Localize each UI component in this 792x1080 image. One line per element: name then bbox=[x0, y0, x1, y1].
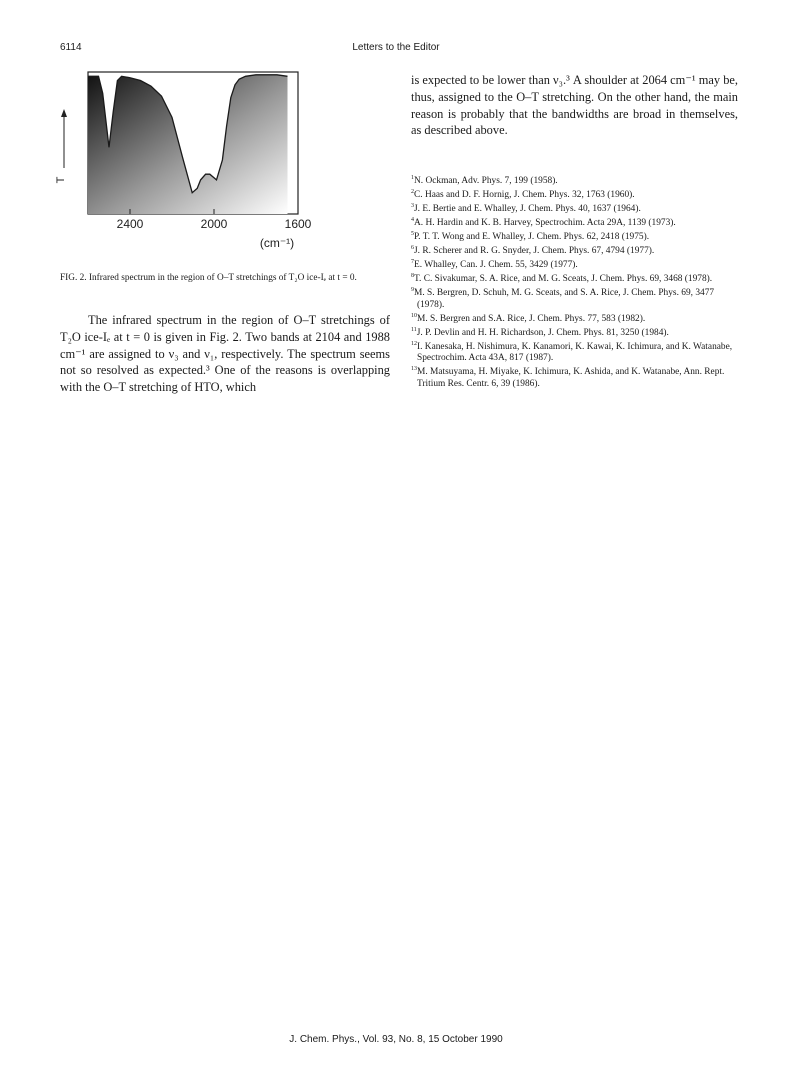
running-head: Letters to the Editor bbox=[352, 42, 440, 53]
body-text-left-column bbox=[60, 312, 390, 396]
reference-item bbox=[411, 288, 741, 312]
x-axis-unit: (cm⁻¹) bbox=[259, 236, 295, 250]
x-axis-tick-label: 2400 bbox=[116, 217, 144, 231]
reference-list bbox=[411, 176, 741, 393]
caption-text: Infrared spectrum in the region of O–T stretchings of T₂O ice-Iₑ at t = 0. bbox=[88, 273, 357, 283]
reference-item bbox=[411, 274, 741, 286]
reference-number: 3 bbox=[411, 202, 414, 209]
reference-text: M. S. Bergren and S.A. Rice, J. Chem. Phys. 77, 583 (1982). bbox=[417, 313, 646, 324]
reference-item bbox=[411, 190, 741, 202]
reference-item bbox=[411, 260, 741, 272]
reference-number: 10 bbox=[411, 312, 417, 319]
reference-number: 4 bbox=[411, 216, 414, 223]
figure-2 bbox=[50, 70, 390, 260]
reference-text: J. E. Bertie and E. Whalley, J. Chem. Phys. 40, 1637 (1964). bbox=[414, 203, 641, 214]
reference-item bbox=[411, 367, 741, 391]
reference-number: 5 bbox=[411, 230, 414, 237]
reference-number: 7 bbox=[411, 258, 414, 265]
reference-number: 13 bbox=[411, 366, 417, 373]
reference-text: N. Ockman, Adv. Phys. 7, 199 (1958). bbox=[414, 176, 558, 186]
x-axis-tick-label: 1600 bbox=[284, 217, 312, 231]
reference-number: 11 bbox=[411, 326, 417, 333]
reference-item bbox=[411, 246, 741, 258]
reference-item bbox=[411, 314, 741, 326]
y-axis-label: T bbox=[55, 176, 67, 184]
body-paragraph: The infrared spectrum in the region of O–T stretchings of T₂O ice-Iₑ at t = 0 is given in Fig. 2. Two bands at 2104 and 1988 cm⁻¹ are assigned to ν₃ and ν₁, respectively. The spectrum seems not so resolved as expected.³ One of the reasons is overlapping with the O–T stretching of HTO, which bbox=[60, 313, 390, 395]
reference-number: 2 bbox=[411, 188, 414, 195]
figure-caption bbox=[60, 271, 390, 285]
journal-footer: J. Chem. Phys., Vol. 93, No. 8, 15 October 1990 bbox=[289, 1034, 503, 1045]
reference-text: I. Kanesaka, H. Nishimura, K. Kanamori, K. Kawai, K. Ichimura, and K. Watanabe, Spectrochim. Acta 43A, 817 (1987). bbox=[417, 341, 733, 364]
reference-item bbox=[411, 232, 741, 244]
reference-text: T. C. Sivakumar, S. A. Rice, and M. G. Sceats, J. Chem. Phys. 69, 3468 (1978). bbox=[414, 273, 713, 284]
reference-text: A. H. Hardin and K. B. Harvey, Spectrochim. Acta 29A, 1139 (1973). bbox=[414, 217, 676, 228]
reference-text: M. S. Bergren, D. Schuh, M. G. Sceats, and S. A. Rice, J. Chem. Phys. 69, 3477 (1978). bbox=[414, 287, 715, 310]
page-number: 6114 bbox=[60, 42, 82, 53]
reference-text: J. R. Scherer and R. G. Snyder, J. Chem. Phys. 67, 4794 (1977). bbox=[414, 245, 655, 256]
caption-label: FIG. 2. bbox=[60, 273, 87, 283]
reference-number: 6 bbox=[411, 244, 414, 251]
ir-spectrum-chart bbox=[50, 70, 390, 260]
reference-text: P. T. T. Wong and E. Whalley, J. Chem. Phys. 62, 2418 (1975). bbox=[414, 231, 650, 242]
reference-item bbox=[411, 342, 741, 366]
reference-text: C. Haas and D. F. Hornig, J. Chem. Phys. 32, 1763 (1960). bbox=[414, 189, 635, 200]
body-text-right-column bbox=[411, 72, 738, 139]
reference-number: 12 bbox=[411, 340, 417, 347]
reference-item bbox=[411, 218, 741, 230]
reference-number: 9 bbox=[411, 286, 414, 293]
reference-item bbox=[411, 176, 741, 188]
reference-text: E. Whalley, Can. J. Chem. 55, 3429 (1977). bbox=[414, 259, 578, 270]
body-paragraph-continued: is expected to be lower than ν₃.³ A shoulder at 2064 cm⁻¹ may be, thus, assigned to the O–T stretching. On the other hand, the main reason is probably that the bandwidths are broad in themselves, as described above. bbox=[411, 73, 738, 138]
reference-item bbox=[411, 204, 741, 216]
reference-item bbox=[411, 328, 741, 340]
reference-number: 1 bbox=[411, 174, 414, 181]
y-axis-arrow bbox=[61, 109, 67, 168]
reference-text: J. P. Devlin and H. H. Richardson, J. Chem. Phys. 81, 3250 (1984). bbox=[416, 327, 669, 338]
reference-number: 8 bbox=[411, 272, 414, 279]
reference-text: M. Matsuyama, H. Miyake, K. Ichimura, K. Ashida, and K. Watanabe, Ann. Rept. Tritium Res. Centr. 6, 39 (1986). bbox=[417, 367, 725, 390]
x-axis-tick-label: 2000 bbox=[200, 217, 228, 231]
